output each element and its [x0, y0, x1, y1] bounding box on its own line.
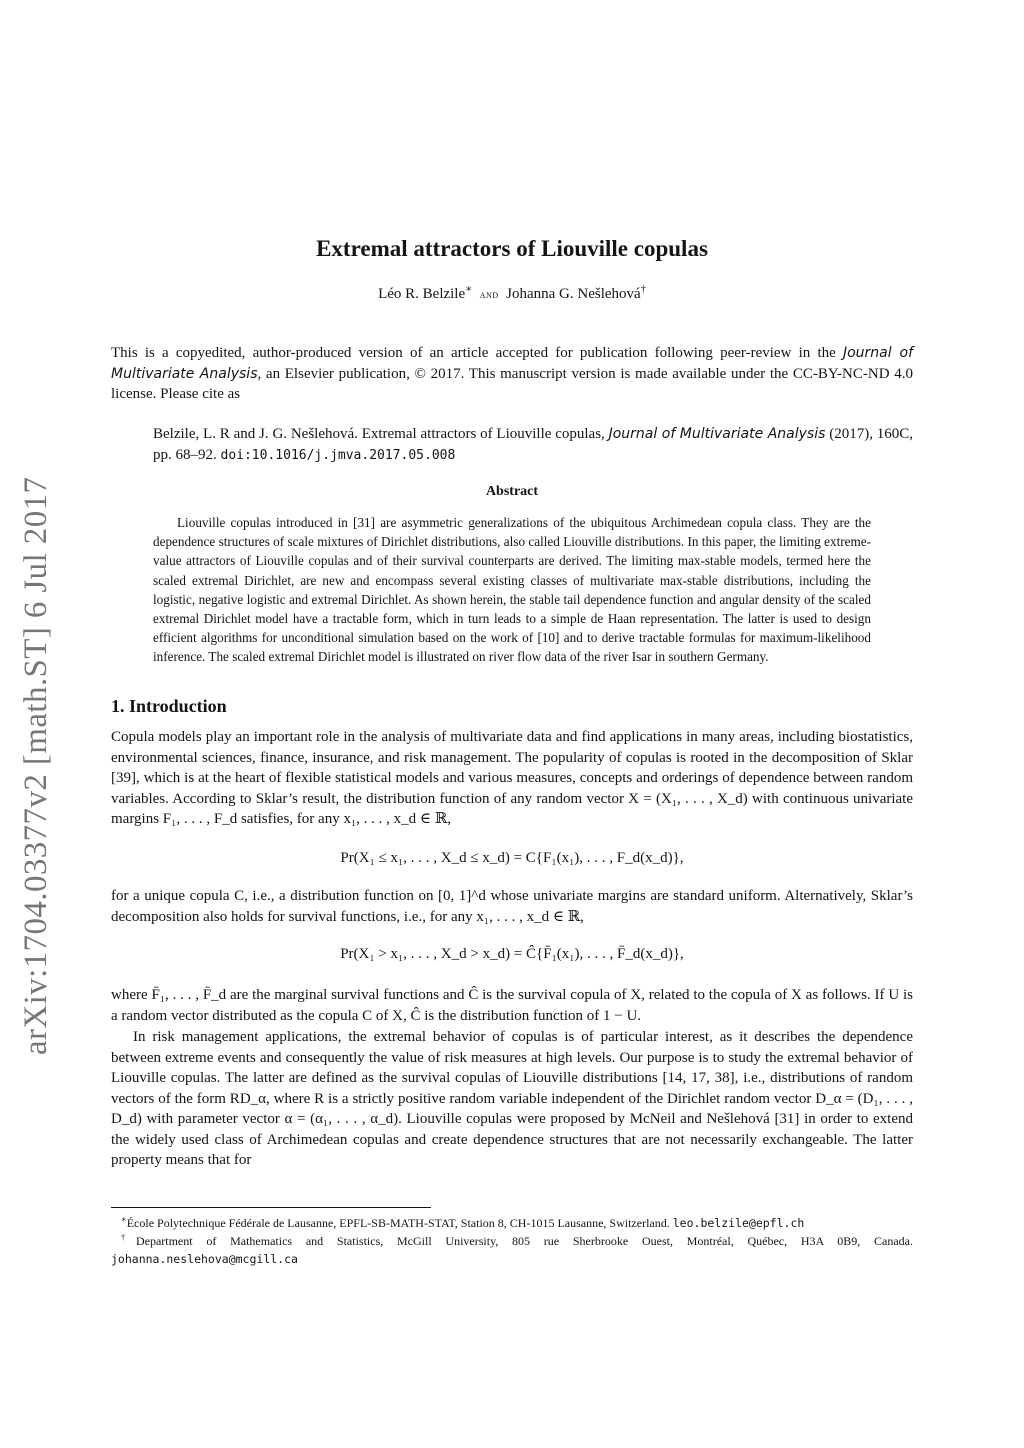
- citation-journal: Journal of Multivariate Analysis: [608, 426, 826, 442]
- citation-text-2: (2017), 160C, pp. 68–92.: [153, 426, 914, 463]
- intro-paragraph-4: In risk management applications, the extremal behavior of copulas is of particular interest, as it describes the dependence between extreme events and consequently the value of risk measures at high levels. Our purpose is to study the extremal behavior of Liouville copulas. The latter are defined as the survival copulas of Liouville distributions [14, 17, 38], i.e., distributions of random vectors of the form RD_α, where R is a strictly positive random variable independent of the Dirichlet random vector D_α = (D₁, . . . , D_d) with parameter vector α = (α₁, . . . , α_d). Liouville copulas were proposed by McNeil and Nešlehová [31] in order to extend the widely used class of Archimedean copulas and create dependence structures that are not necessarily exchangeable. The latter property means that for: [111, 1029, 913, 1168]
- section-heading: 1. Introduction: [111, 696, 227, 716]
- author-line: [111, 283, 913, 303]
- citation-doi[interactable]: doi:10.1016/j.jmva.2017.05.008: [220, 447, 456, 463]
- abstract-text: Liouville copulas introduced in [31] are asymmetric generalizations of the ubiquitous Archimedean copula class. They are the dependence structures of scale mixtures of Dirichlet distributions, also called Liouville distributions. In this paper, the limiting extreme-value attractors of Liouville copulas and of their survival counterparts are derived. The limiting max-stable models, termed here the scaled extremal Dirichlet, are new and encompass several existing classes of multivariate max-stable distributions, including the logistic, negative logistic and extremal Dirichlet. As shown herein, the stable tail dependence function and angular density of the scaled extremal Dirichlet model have a tractable form, which in turn leads to a simple de Haan representation. The latter is used to design efficient algorithms for unconditional simulation based on the work of [10] and to derive tractable formulas for maximum-likelihood inference. The scaled extremal Dirichlet model is illustrated on river flow data of the river Isar in southern Germany.: [153, 515, 871, 665]
- footnote-2-text: Department of Mathematics and Statistics, McGill University, 805 rue Sherbrooke Ouest, Montréal, Québec, H3A 0B9, Canada.: [135, 1234, 914, 1248]
- abstract-heading: Abstract: [485, 484, 539, 499]
- intro-paragraph-3: where F̄₁, . . . , F̄_d are the marginal survival functions and Ĉ is the survival copula of X, related to the copula of X as follows. If U is a random vector distributed as the copula C of X, Ĉ is the distribution function of 1 − U.: [111, 987, 913, 1024]
- footnote-rule: [111, 1207, 431, 1208]
- author-mark-1: ∗: [465, 284, 473, 295]
- footnote-2-mark: †: [121, 1233, 136, 1242]
- preface-journal: Journal of Multivariate Analysis: [111, 345, 913, 382]
- equation-survival: Pr(X₁ > x₁, . . . , X_d > x_d) = Ĉ{F̄₁(x₁), . . . , F̄_d(x_d)},: [340, 946, 684, 962]
- author-conjunction: and: [479, 289, 499, 301]
- author-neslehova: Johanna G. Nešlehová: [506, 286, 641, 302]
- copyright-preface: [111, 343, 913, 405]
- footnote-2: [111, 1229, 913, 1268]
- arxiv-identifier: arXiv:1704.03377v2 [math.ST] 6 Jul 2017: [18, 476, 54, 1055]
- paper-title: Extremal attractors of Liouville copulas: [316, 236, 708, 261]
- preface-text-2: , an Elsevier publication, © 2017. This manuscript version is made available under the CC-BY-NC-ND 4.0 license. Please cite as: [111, 365, 913, 402]
- footnote-1-email[interactable]: leo.belzile@epfl.ch: [672, 1216, 805, 1230]
- preface-text-1: This is a copyedited, author-produced version of an article accepted for publication following peer-review in the: [111, 345, 843, 361]
- equation-sklar: Pr(X₁ ≤ x₁, . . . , X_d ≤ x_d) = C{F₁(x₁), . . . , F_d(x_d)},: [340, 850, 684, 866]
- intro-paragraph-2: for a unique copula C, i.e., a distribution function on [0, 1]^d whose univariate margins are standard uniform. Alternatively, Sklar’s decomposition also holds for survival functions, i.e., for any x₁, . . . , x_d ∈ ℝ,: [111, 888, 913, 925]
- author-belzile: Léo R. Belzile: [378, 286, 466, 302]
- citation-block: [153, 424, 913, 466]
- intro-paragraph-1: Copula models play an important role in the analysis of multivariate data and find applications in many areas, including biostatistics, environmental sciences, finance, insurance, and risk management. The popularity of copulas is rooted in the decomposition of Sklar [39], which is at the heart of flexible statistical models and various measures, concepts and orderings of dependence between random variables. According to Sklar’s result, the distribution function of any random vector X = (X₁, . . . , X_d) with continuous univariate margins F₁, . . . , F_d satisfies, for any x₁, . . . , x_d ∈ ℝ,: [111, 729, 913, 827]
- author-mark-2: †: [640, 284, 646, 295]
- footnote-1-mark: ∗: [121, 1215, 127, 1224]
- citation-text-1: Belzile, L. R and J. G. Nešlehová. Extremal attractors of Liouville copulas,: [153, 426, 609, 442]
- arxiv-margin-stamp: [18, 455, 62, 1055]
- footnote-2-email[interactable]: johanna.neslehova@mcgill.ca: [111, 1252, 298, 1266]
- footnote-1-text: École Polytechnique Fédérale de Lausanne, EPFL-SB-MATH-STAT, Station 8, CH-1015 Lausanne, Switzerland.: [126, 1216, 673, 1230]
